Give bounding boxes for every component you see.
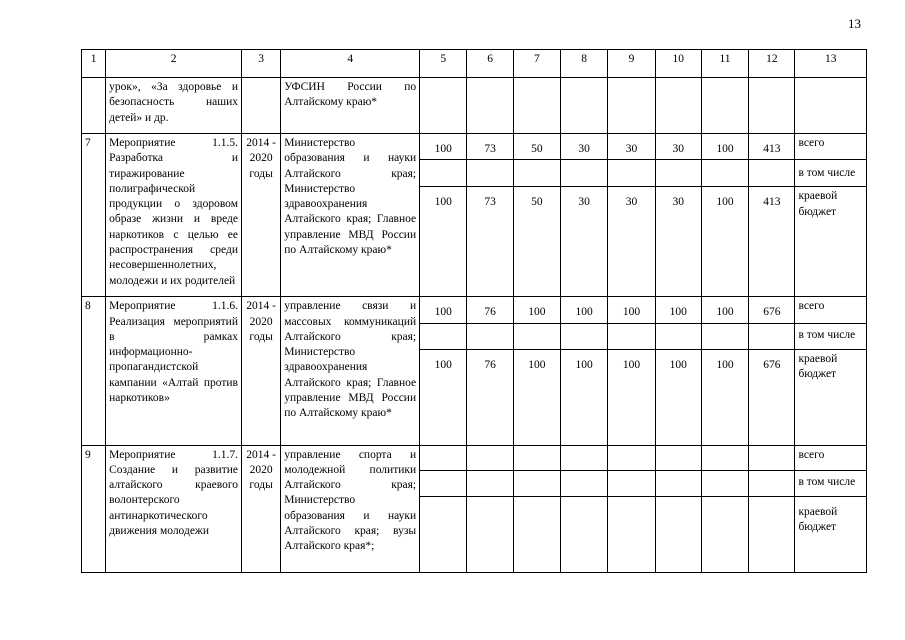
- funding-label: в том числе: [795, 160, 867, 187]
- row-number: 8: [82, 297, 106, 445]
- funding-label: всего: [795, 297, 867, 323]
- value-cell: 413: [749, 134, 795, 160]
- value-cell: 100: [513, 349, 560, 445]
- funding-label: краевой бюджет: [795, 187, 867, 297]
- program-table: [81, 49, 867, 573]
- period: 2014 - 2020 годы: [242, 445, 281, 572]
- funding-label: краевой бюджет: [795, 349, 867, 445]
- column-header: 8: [561, 50, 608, 78]
- column-header: 13: [795, 50, 867, 78]
- value-cell: 100: [608, 349, 655, 445]
- value-cell: 100: [513, 297, 560, 323]
- period: 2014 - 2020 годы: [242, 134, 281, 297]
- value-cell: 50: [513, 187, 560, 297]
- table-row: [82, 297, 867, 323]
- table-row: [82, 78, 867, 134]
- funding-label: краевой бюджет: [795, 496, 867, 572]
- value-cell: [701, 445, 748, 470]
- period: 2014 - 2020 годы: [242, 297, 281, 445]
- value-cell: 100: [701, 134, 748, 160]
- value-cell: 30: [655, 134, 701, 160]
- event-name: Мероприятие 1.1.7. Создание и развитие алтайского краевого волонтерского антинаркотического движения молодежи: [106, 445, 242, 572]
- value-cell: 30: [561, 187, 608, 297]
- value-cell: 73: [467, 187, 513, 297]
- value-cell: 30: [608, 134, 655, 160]
- column-header: 7: [513, 50, 560, 78]
- value-cell: [749, 445, 795, 470]
- event-name: урок», «За здоровье и безопасность наших детей» и др.: [106, 78, 242, 134]
- value-cell: 73: [467, 134, 513, 160]
- row-number: 9: [82, 445, 106, 572]
- value-cell: 100: [420, 187, 467, 297]
- value-cell: [561, 445, 608, 470]
- column-header: 9: [608, 50, 655, 78]
- executor: управление спорта и молодежной политики Алтайского края; Министерство образования и науки Алтайского края; вузы Алтайского края*;: [281, 445, 420, 572]
- value-cell: [420, 445, 467, 470]
- value-cell: [608, 496, 655, 572]
- column-header: 10: [655, 50, 701, 78]
- value-cell: [701, 496, 748, 572]
- column-header: 12: [749, 50, 795, 78]
- value-cell: 50: [513, 134, 560, 160]
- value-cell: 30: [608, 187, 655, 297]
- value-cell: [467, 445, 513, 470]
- value-cell: [420, 496, 467, 572]
- column-header: 11: [701, 50, 748, 78]
- funding-label: всего: [795, 445, 867, 470]
- value-cell: 676: [749, 349, 795, 445]
- value-cell: 30: [655, 187, 701, 297]
- executor: управление связи и массовых коммуникаций Алтайского края; Министерство здравоохранения Алтайского края; Главное управление МВД России по Алтайскому краю*: [281, 297, 420, 445]
- value-cell: [467, 496, 513, 572]
- table-row: [82, 445, 867, 470]
- value-cell: [561, 496, 608, 572]
- column-header: 5: [420, 50, 467, 78]
- value-cell: 100: [420, 297, 467, 323]
- column-header: 6: [467, 50, 513, 78]
- event-name: Мероприятие 1.1.5. Разработка и тиражирование полиграфической продукции о здоровом образе жизни и вреде наркотиков с целью ее распространения среди несовершеннолетних, молодежи и их родителей: [106, 134, 242, 297]
- value-cell: 100: [655, 349, 701, 445]
- table-row: [82, 134, 867, 160]
- value-cell: [655, 445, 701, 470]
- value-cell: 100: [561, 297, 608, 323]
- value-cell: 676: [749, 297, 795, 323]
- value-cell: 100: [701, 187, 748, 297]
- funding-label: всего: [795, 134, 867, 160]
- column-header: 3: [242, 50, 281, 78]
- column-number-row: [82, 50, 867, 78]
- value-cell: 413: [749, 187, 795, 297]
- page-number: 13: [848, 16, 861, 31]
- value-cell: 100: [561, 349, 608, 445]
- value-cell: 30: [561, 134, 608, 160]
- funding-label: в том числе: [795, 323, 867, 349]
- value-cell: [655, 496, 701, 572]
- funding-label: в том числе: [795, 470, 867, 496]
- column-header: 4: [281, 50, 420, 78]
- column-header: 1: [82, 50, 106, 78]
- value-cell: [513, 445, 560, 470]
- event-name: Мероприятие 1.1.6. Реализация мероприятий в рамках информационно-пропагандистской кампании «Алтай против наркотиков»: [106, 297, 242, 445]
- value-cell: 100: [701, 297, 748, 323]
- executor: УФСИН России по Алтайскому краю*: [281, 78, 420, 134]
- value-cell: 100: [608, 297, 655, 323]
- value-cell: 100: [655, 297, 701, 323]
- value-cell: [513, 496, 560, 572]
- value-cell: [749, 496, 795, 572]
- value-cell: 76: [467, 349, 513, 445]
- value-cell: [608, 445, 655, 470]
- value-cell: 100: [701, 349, 748, 445]
- value-cell: 76: [467, 297, 513, 323]
- column-header: 2: [106, 50, 242, 78]
- value-cell: 100: [420, 349, 467, 445]
- row-number: 7: [82, 134, 106, 297]
- executor: Министерство образования и науки Алтайского края; Министерство здравоохранения Алтайского края; Главное управление МВД России по Алтайскому краю*: [281, 134, 420, 297]
- value-cell: 100: [420, 134, 467, 160]
